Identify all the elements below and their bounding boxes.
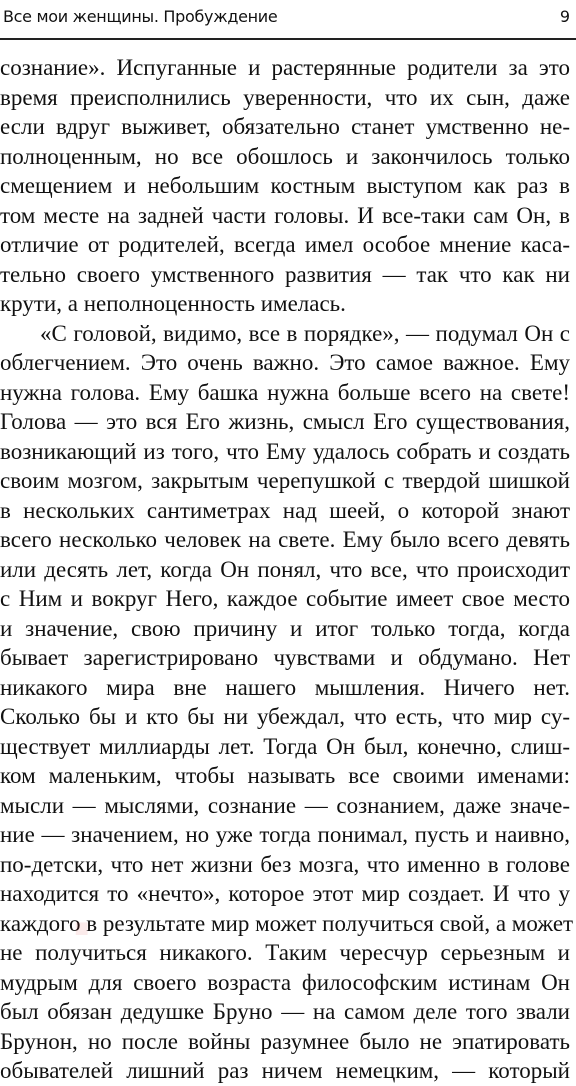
text-line: был обязан дедушке Бруно — на самом деле того звали xyxy=(0,999,570,1024)
paragraph xyxy=(0,319,574,1086)
text-line: Голова — это вся Его жизнь, смысл Его существования, xyxy=(0,409,570,434)
text-line: или десять лет, когда Он понял, что все, что происходит xyxy=(0,556,570,582)
text-line: сознание». Испуганные и растерянные родители за это xyxy=(0,55,570,80)
text-line: тельно своего умственного развития — так что как ни xyxy=(0,261,570,287)
text-line: каждого в результате мир может получиться свой, а может xyxy=(0,910,574,936)
text-line: том месте на задней части головы. И все-таки сам Он, в xyxy=(0,202,570,228)
running-title: Все мои женщины. Пробуждение xyxy=(3,7,278,26)
text-line: ние — значением, но уже тогда понимал, пусть и наивно, xyxy=(0,822,570,847)
text-line: мысли — мыслями, сознание — сознанием, даже значе- xyxy=(0,792,570,818)
text-line: нужна голова. Ему башка нужна больше всего на свете! xyxy=(0,379,570,405)
text-line: не получиться никакого. Таким чересчур серьезным и xyxy=(0,940,570,965)
text-line: с Ним и вокруг Него, каждое событие имеет свое место xyxy=(0,586,570,611)
text-line: «С головой, видимо, все в порядке», — подумал Он с xyxy=(40,320,570,346)
text-line: Брунон, но после войны разумнее было не эпатировать xyxy=(0,1028,570,1054)
text-line: отличие от родителей, всегда имел особое мнение каса- xyxy=(0,232,570,257)
text-line: ком маленьким, чтобы называть все своими именами: xyxy=(0,763,570,788)
watermark: · xyxy=(70,881,102,975)
text-line: своим мозгом, закрытым черепушкой с твердой шишкой xyxy=(0,468,570,493)
body-text xyxy=(0,53,574,1086)
text-line: облегчением. Это очень важно. Это самое важное. Ему xyxy=(0,350,570,375)
running-head xyxy=(0,4,570,30)
header-rule xyxy=(0,38,576,40)
text-line: всего несколько человек на свете. Ему было всего девять xyxy=(0,527,570,552)
text-line: смещением и небольшим костным выступом как раз в xyxy=(0,173,570,198)
text-line: полноценным, но все обошлось и закончилось только xyxy=(0,143,570,169)
text-line: в нескольких сантиметрах над шеей, о которой знают xyxy=(0,497,570,523)
text-line: если вдруг выживет, обязательно станет умственно не- xyxy=(0,114,570,139)
paragraph xyxy=(0,53,570,319)
text-line: Сколько бы и кто бы ни убеждал, что есть, что мир су- xyxy=(0,704,570,729)
text-line: мудрым для своего возраста философским истинам Он xyxy=(0,969,570,995)
text-line: по-детски, что нет жизни без мозга, что именно в голове xyxy=(0,851,570,877)
text-line: никакого мира вне нашего мышления. Ничего нет. xyxy=(0,674,570,700)
text-line: ществует миллиарды лет. Тогда Он был, конечно, слиш- xyxy=(0,733,570,759)
text-line: бывает зарегистрировано чувствами и обдумано. Нет xyxy=(0,645,570,670)
text-line: находится то «нечто», которое этот мир создает. И что у xyxy=(0,881,570,906)
text-line: время преисполнились уверенности, что их сын, даже xyxy=(0,84,570,110)
text-line: обывателей лишний раз ничем немецким, — который xyxy=(0,1058,570,1083)
text-line: крути, а неполноценность имелась. xyxy=(0,291,346,316)
text-line: и значение, свою причину и итог только тогда, когда xyxy=(0,615,570,641)
page-number: 9 xyxy=(559,7,570,26)
text-line: возникающий из того, что Ему удалось собрать и создать xyxy=(0,438,570,464)
